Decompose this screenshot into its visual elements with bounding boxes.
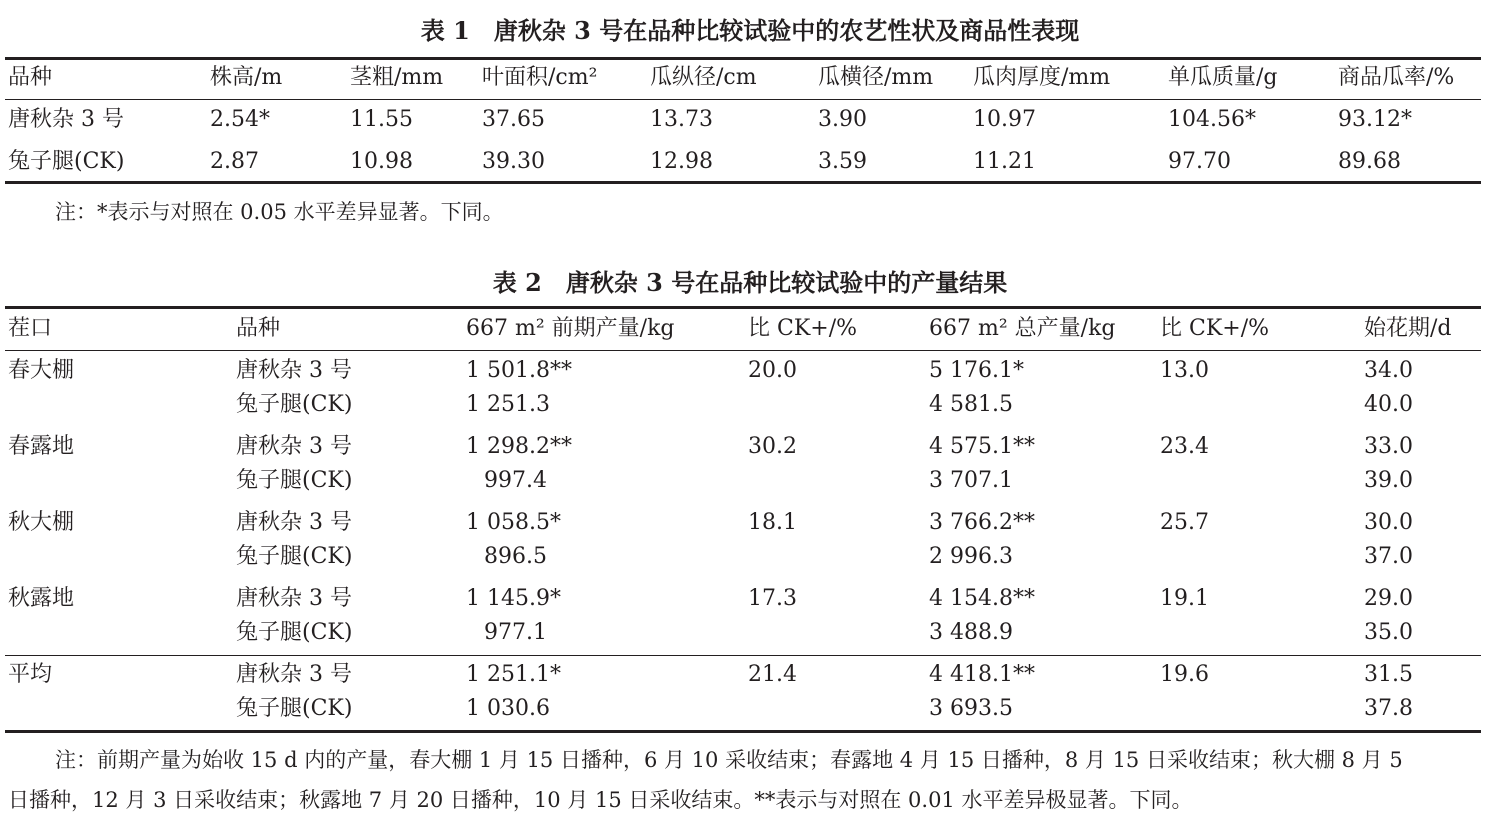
table2-data-cell: 兔子腿(CK) bbox=[236, 544, 353, 569]
table2-header-cell: 品种 bbox=[236, 316, 281, 341]
table2-data-cell: 4 581.5 bbox=[929, 392, 1013, 417]
table1-data-cell: 89.68 bbox=[1338, 149, 1401, 174]
table1-data-cell: 11.21 bbox=[973, 149, 1036, 174]
table1-header-cell: 瓜纵径/cm bbox=[650, 65, 757, 90]
table1-data-cell: 37.65 bbox=[482, 107, 545, 132]
table2-season-cell: 秋大棚 bbox=[8, 510, 75, 535]
table2-data-cell: 唐秋杂 3 号 bbox=[236, 662, 352, 687]
table2-season-cell: 春大棚 bbox=[8, 358, 75, 383]
table1-header-cell: 瓜横径/mm bbox=[818, 65, 934, 90]
table2-data-cell: 21.4 bbox=[748, 662, 797, 687]
table2-data-cell: 1 251.1* bbox=[466, 662, 561, 687]
table2-data-cell: 兔子腿(CK) bbox=[236, 696, 353, 721]
table2-data-cell: 唐秋杂 3 号 bbox=[236, 586, 352, 611]
table1-data-cell: 13.73 bbox=[650, 107, 713, 132]
table1-data-cell: 39.30 bbox=[482, 149, 545, 174]
table2-data-cell: 3 766.2** bbox=[929, 510, 1035, 535]
table2-data-cell: 1 058.5* bbox=[466, 510, 561, 535]
table2-data-cell: 1 030.6 bbox=[466, 696, 550, 721]
table1-top-rule bbox=[5, 57, 1481, 60]
table1-title: 表 1 唐秋杂 3 号在品种比较试验中的农艺性状及商品性表现 bbox=[420, 16, 1080, 45]
table1-data-cell: 2.54* bbox=[210, 107, 270, 132]
table2-season-cell: 春露地 bbox=[8, 434, 75, 459]
table2-season-cell: 平均 bbox=[8, 662, 53, 687]
table2-data-cell: 29.0 bbox=[1364, 586, 1413, 611]
table2-data-cell: 896.5 bbox=[484, 544, 547, 569]
table2-data-cell: 30.0 bbox=[1364, 510, 1413, 535]
table1-header-cell: 株高/m bbox=[210, 65, 283, 90]
table1-data-cell: 3.59 bbox=[818, 149, 867, 174]
table2-data-cell: 1 145.9* bbox=[466, 586, 561, 611]
table2-data-cell: 3 707.1 bbox=[929, 468, 1013, 493]
table1-data-cell: 3.90 bbox=[818, 107, 867, 132]
table2-note-line-1: 注：前期产量为始收 15 d 内的产量，春大棚 1 月 15 日播种，6 月 10 采收结束；春露地 4 月 15 日播种，8 月 15 日采收结束；秋大棚 8 月 5 bbox=[55, 748, 1403, 772]
table2-data-cell: 13.0 bbox=[1160, 358, 1209, 383]
table2-data-cell: 2 996.3 bbox=[929, 544, 1013, 569]
table2-data-cell: 40.0 bbox=[1364, 392, 1413, 417]
table2-data-cell: 1 501.8** bbox=[466, 358, 572, 383]
table2-data-cell: 19.6 bbox=[1160, 662, 1209, 687]
table2-data-cell: 34.0 bbox=[1364, 358, 1413, 383]
table2-data-cell: 3 693.5 bbox=[929, 696, 1013, 721]
table2-data-cell: 4 154.8** bbox=[929, 586, 1035, 611]
table2-data-cell: 兔子腿(CK) bbox=[236, 468, 353, 493]
table1-header-cell: 商品瓜率/% bbox=[1338, 65, 1455, 90]
table1-data-cell: 93.12* bbox=[1338, 107, 1412, 132]
table2-note-line-2: 日播种，12 月 3 日采收结束；秋露地 7 月 20 日播种，10 月 15 日采收结束。**表示与对照在 0.01 水平差异极显著。下同。 bbox=[8, 788, 1193, 812]
table1-data-cell: 104.56* bbox=[1168, 107, 1256, 132]
table2-data-cell: 1 251.3 bbox=[466, 392, 550, 417]
table1-data-cell: 2.87 bbox=[210, 149, 259, 174]
table1-data-cell: 10.97 bbox=[973, 107, 1036, 132]
table1-data-cell: 10.98 bbox=[350, 149, 413, 174]
table1-header-cell: 品种 bbox=[8, 65, 53, 90]
table2-top-rule bbox=[5, 306, 1481, 309]
table2-data-cell: 20.0 bbox=[748, 358, 797, 383]
table2-bottom-rule bbox=[5, 730, 1481, 733]
table1-bottom-rule bbox=[5, 181, 1481, 184]
table2-data-cell: 3 488.9 bbox=[929, 620, 1013, 645]
table2-data-cell: 18.1 bbox=[748, 510, 797, 535]
table2-header-cell: 茬口 bbox=[8, 316, 53, 341]
table2-data-cell: 31.5 bbox=[1364, 662, 1413, 687]
table2-header-cell: 始花期/d bbox=[1364, 316, 1452, 341]
table2-header-rule bbox=[5, 350, 1481, 351]
table1-data-cell: 97.70 bbox=[1168, 149, 1231, 174]
table2-data-cell: 35.0 bbox=[1364, 620, 1413, 645]
table2-data-cell: 5 176.1* bbox=[929, 358, 1024, 383]
table2-data-cell: 兔子腿(CK) bbox=[236, 620, 353, 645]
table1-header-rule bbox=[5, 99, 1481, 100]
table2-title: 表 2 唐秋杂 3 号在品种比较试验中的产量结果 bbox=[492, 268, 1008, 297]
table1-header-cell: 瓜肉厚度/mm bbox=[973, 65, 1111, 90]
table2-data-cell: 37.0 bbox=[1364, 544, 1413, 569]
table2-header-cell: 比 CK+/% bbox=[748, 316, 858, 341]
table2-data-cell: 4 575.1** bbox=[929, 434, 1035, 459]
table2-data-cell: 977.1 bbox=[484, 620, 547, 645]
table1-header-cell: 叶面积/cm² bbox=[482, 65, 598, 90]
table2-data-cell: 39.0 bbox=[1364, 468, 1413, 493]
table2-data-cell: 19.1 bbox=[1160, 586, 1209, 611]
table2-data-cell: 4 418.1** bbox=[929, 662, 1035, 687]
table1-data-cell: 11.55 bbox=[350, 107, 413, 132]
table2-data-cell: 兔子腿(CK) bbox=[236, 392, 353, 417]
table2-season-cell: 秋露地 bbox=[8, 586, 75, 611]
table2-data-cell: 30.2 bbox=[748, 434, 797, 459]
table2-data-cell: 37.8 bbox=[1364, 696, 1413, 721]
table2-data-cell: 唐秋杂 3 号 bbox=[236, 434, 352, 459]
table2-data-cell: 33.0 bbox=[1364, 434, 1413, 459]
table1-data-cell: 12.98 bbox=[650, 149, 713, 174]
table1-data-cell: 兔子腿(CK) bbox=[8, 149, 125, 174]
table2-data-cell: 唐秋杂 3 号 bbox=[236, 358, 352, 383]
table1-header-cell: 茎粗/mm bbox=[350, 65, 444, 90]
table1-header-cell: 单瓜质量/g bbox=[1168, 65, 1278, 90]
table2-data-cell: 25.7 bbox=[1160, 510, 1209, 535]
table2-data-cell: 997.4 bbox=[484, 468, 547, 493]
table1-note: 注：*表示与对照在 0.05 水平差异显著。下同。 bbox=[55, 200, 504, 224]
table2-data-cell: 1 298.2** bbox=[466, 434, 572, 459]
table2-data-cell: 17.3 bbox=[748, 586, 797, 611]
table2-data-cell: 23.4 bbox=[1160, 434, 1209, 459]
table2-header-cell: 667 m² 总产量/kg bbox=[929, 316, 1116, 341]
table2-header-cell: 667 m² 前期产量/kg bbox=[466, 316, 675, 341]
table2-average-rule bbox=[5, 655, 1481, 656]
table2-header-cell: 比 CK+/% bbox=[1160, 316, 1270, 341]
table2-data-cell: 唐秋杂 3 号 bbox=[236, 510, 352, 535]
table1-data-cell: 唐秋杂 3 号 bbox=[8, 107, 124, 132]
